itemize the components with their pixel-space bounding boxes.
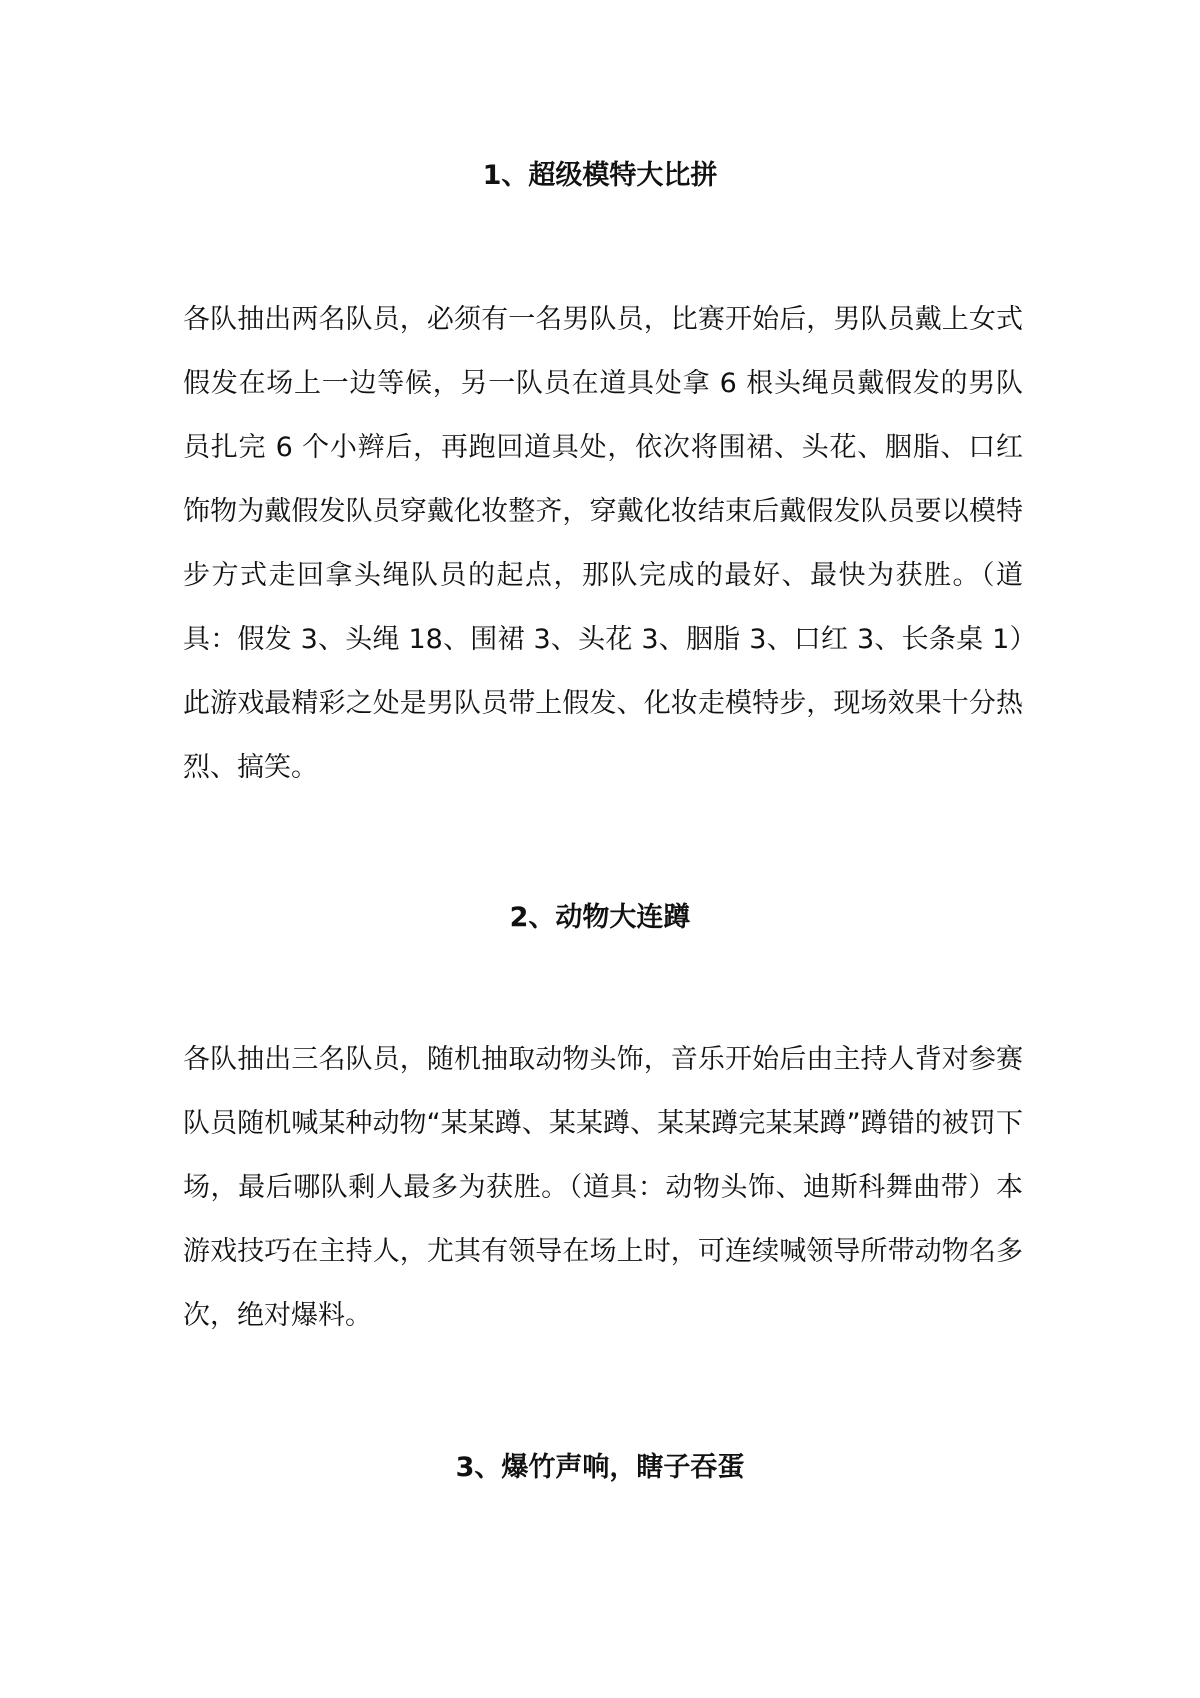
section-1-title: 1、超级模特大比拼 <box>482 160 718 191</box>
section-3-title: 3、爆竹声响，瞎子吞蛋 <box>455 1452 745 1483</box>
section-2-body: 各队抽出三名队员，随机抽取动物头饰，音乐开始后由主持人背对参赛队员随机喊某种动物“某某蹲、某某蹲、某某蹲完某某蹲”蹲错的被罚下场，最后哪队剩人最多为获胜。（道具：动物头饰、迪斯科舞曲带）本游戏技巧在主持人，尤其有领导在场上时，可连续喊领导所带动物名多次，绝对爆料。 <box>183 1044 1023 1331</box>
section-1-body: 各队抽出两名队员，必须有一名男队员，比赛开始后，男队员戴上女式假发在场上一边等候，另一队员在道具处拿 6 根头绳员戴假发的男队员扎完 6 个小辫后，再跑回道具处，依次将围裙、头花、胭脂、口红饰物为戴假发队员穿戴化妆整齐，穿戴化妆结束后戴假发队员要以模特步方式走回拿头绳队员的起点，那队完成的最好、最快为获胜。（道具：假发 3、头绳 18、围裙 3、头花 3、胭脂 3、口红 3、长条桌 1）此游戏最精彩之处是男队员带上假发、化妆走模特步，现场效果十分热烈、搞笑。 <box>183 304 1023 783</box>
section-2-title: 2、动物大连蹲 <box>509 902 691 933</box>
